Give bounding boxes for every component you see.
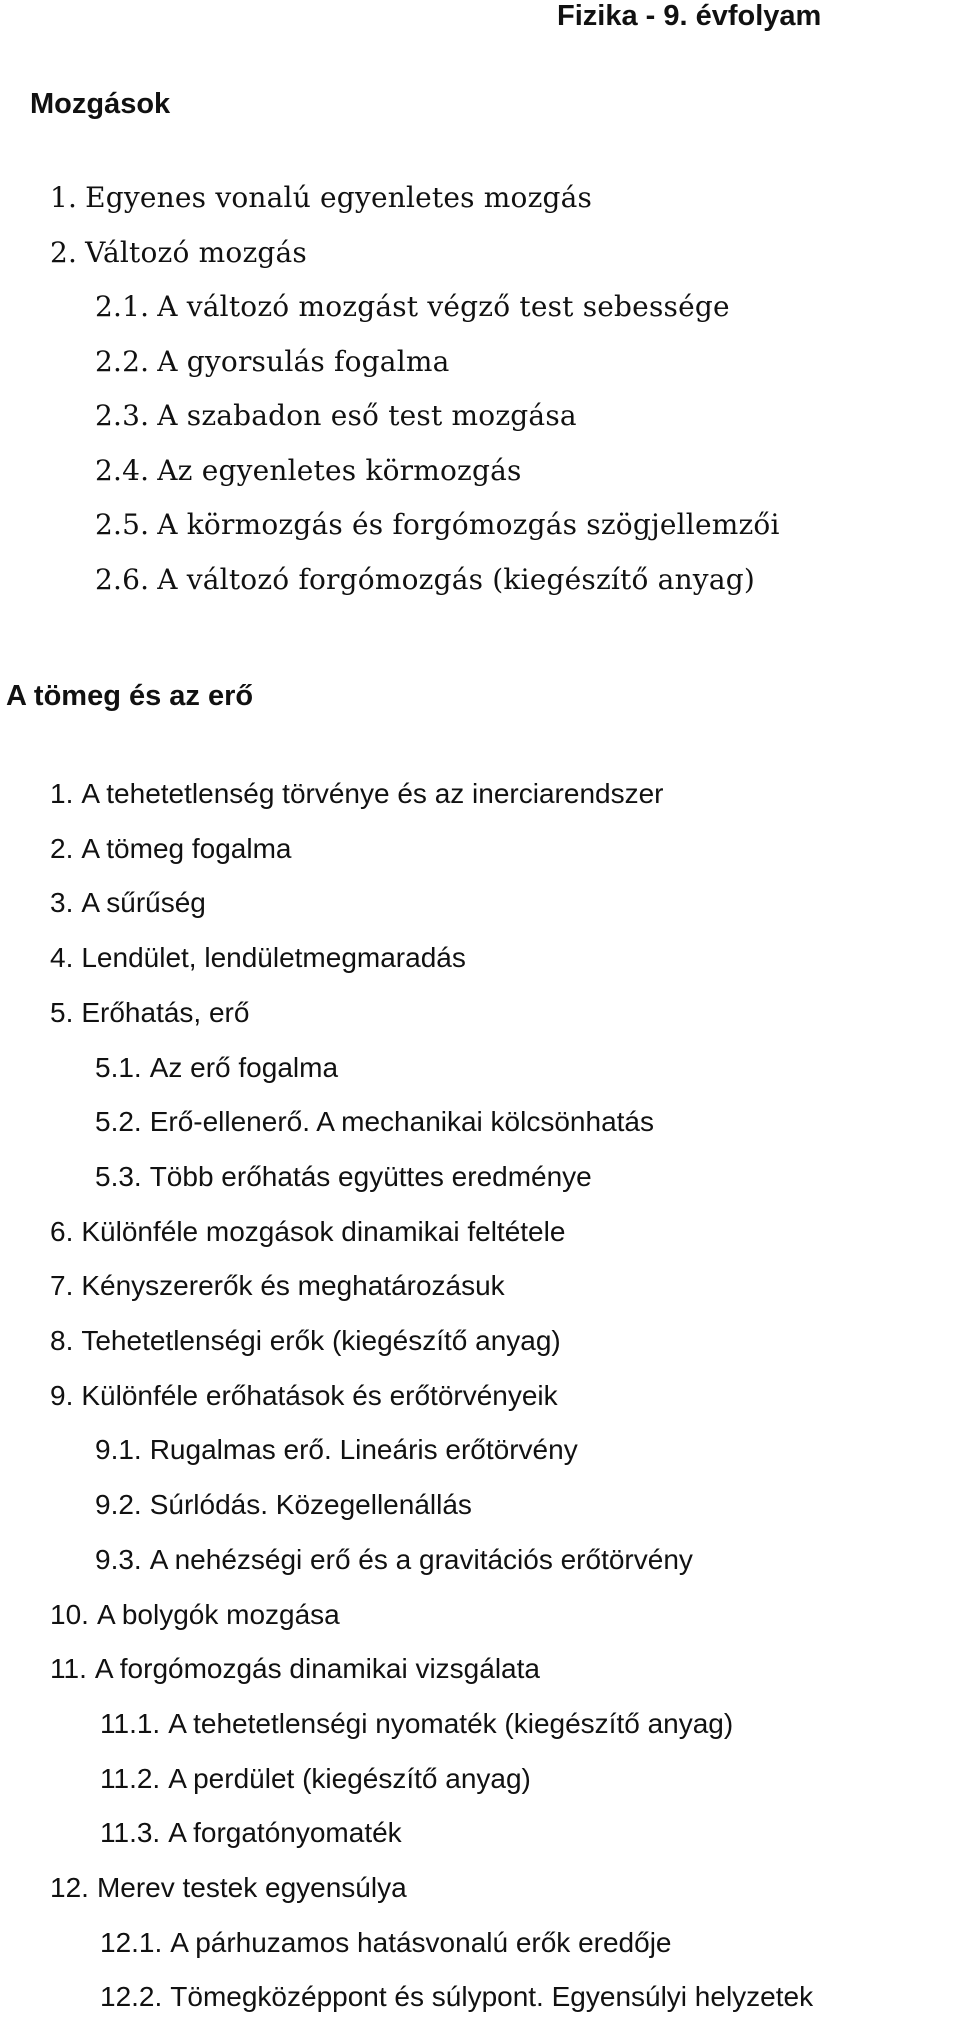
- item-text: Több erőhatás együttes eredménye: [149, 1160, 592, 1192]
- item-text: Erőhatás, erő: [81, 996, 250, 1028]
- item-number: 12.1.: [100, 1926, 163, 1958]
- item-number: 5.2.: [95, 1106, 142, 1138]
- toc-list-tomeg-es-ero: [50, 767, 813, 2025]
- item-number: 8.: [50, 1325, 74, 1357]
- item-text: Súrlódás. Közegellenállás: [149, 1489, 472, 1521]
- item-text: A forgómozgás dinamikai vizsgálata: [94, 1653, 540, 1685]
- item-number: 5.1.: [95, 1051, 142, 1083]
- item-number: 2.3.: [95, 399, 150, 432]
- item-number: 11.3.: [100, 1817, 161, 1849]
- item-number: 11.2.: [100, 1762, 161, 1794]
- item-number: 2.4.: [95, 453, 150, 487]
- list-item: [50, 876, 813, 931]
- item-number: 11.: [50, 1653, 87, 1685]
- item-number: 9.2.: [95, 1489, 142, 1521]
- list-item: [50, 1916, 813, 1971]
- item-number: 4.: [50, 942, 74, 974]
- toc-list-mozgasok: [50, 171, 780, 607]
- item-number: 1.: [50, 778, 74, 809]
- item-text: Az erő fogalma: [149, 1051, 339, 1083]
- list-item: [50, 1314, 813, 1369]
- item-text: Lendület, lendületmegmaradás: [81, 942, 466, 974]
- item-number: 1.: [50, 181, 78, 214]
- item-number: 9.1.: [95, 1434, 142, 1466]
- item-number: 2.1.: [95, 290, 150, 323]
- list-item: [50, 1369, 813, 1424]
- item-text: A sűrűség: [81, 887, 206, 919]
- list-item: [50, 171, 780, 226]
- item-number: 5.3.: [95, 1160, 142, 1192]
- document-title: Fizika - 9. évfolyam: [557, 0, 822, 32]
- item-text: A szabadon eső test mozgása: [157, 399, 577, 432]
- list-item: [50, 1478, 813, 1533]
- list-item: [50, 931, 813, 986]
- list-item: [50, 389, 780, 444]
- section-heading-mozgasok: Mozgások: [30, 88, 171, 120]
- item-number: 2.5.: [95, 508, 150, 541]
- item-text: Rugalmas erő. Lineáris erőtörvény: [149, 1434, 578, 1466]
- list-item: [50, 553, 780, 608]
- item-text: Változó mozgás: [85, 235, 307, 269]
- item-text: A gyorsulás fogalma: [157, 344, 450, 378]
- item-text: A tömeg fogalma: [81, 832, 292, 864]
- list-item: [50, 1259, 813, 1314]
- list-item: [50, 1861, 813, 1916]
- list-item: [50, 1533, 813, 1588]
- item-text: A körmozgás és forgómozgás szögjellemzői: [157, 508, 780, 541]
- item-number: 9.3.: [95, 1543, 142, 1575]
- list-item: [50, 444, 780, 499]
- item-number: 7.: [50, 1270, 74, 1302]
- list-item: [50, 822, 813, 877]
- item-number: 3.: [50, 887, 74, 919]
- item-number: 2.: [50, 832, 74, 864]
- list-item: [50, 1423, 813, 1478]
- list-item: [50, 498, 780, 553]
- list-item: [50, 1588, 813, 1643]
- item-text: Erő-ellenerő. A mechanikai kölcsönhatás: [149, 1106, 654, 1138]
- item-number: 2.2.: [95, 344, 150, 378]
- item-text: Különféle mozgások dinamikai feltétele: [81, 1215, 566, 1247]
- list-item: [50, 226, 780, 281]
- list-item: [50, 1041, 813, 1096]
- item-text: A tehetetlenség törvénye és az inerciarendszer: [81, 778, 664, 809]
- list-item: [50, 1752, 813, 1807]
- item-text: A változó forgómozgás (kiegészítő anyag): [157, 562, 755, 596]
- item-text: Az egyenletes körmozgás: [157, 453, 522, 487]
- list-item: [50, 335, 780, 390]
- item-text: A bolygók mozgása: [96, 1598, 340, 1630]
- item-number: 5.: [50, 996, 74, 1028]
- item-text: Egyenes vonalú egyenletes mozgás: [85, 181, 593, 214]
- item-number: 11.1.: [100, 1707, 161, 1739]
- item-number: 6.: [50, 1215, 74, 1247]
- item-number: 2.6.: [95, 562, 150, 596]
- list-item: [50, 1697, 813, 1752]
- section-heading-tomeg-es-ero: A tömeg és az erő: [6, 680, 254, 712]
- item-number: 10.: [50, 1598, 89, 1630]
- list-item: [50, 1095, 813, 1150]
- item-text: A perdület (kiegészítő anyag): [168, 1762, 531, 1794]
- item-text: Tehetetlenségi erők (kiegészítő anyag): [81, 1325, 561, 1357]
- item-number: 12.: [50, 1872, 89, 1904]
- item-text: Kényszererők és meghatározásuk: [81, 1270, 505, 1302]
- item-text: A nehézségi erő és a gravitációs erőtörvény: [149, 1543, 693, 1575]
- list-item: [50, 1205, 813, 1260]
- item-text: A tehetetlenségi nyomaték (kiegészítő anyag): [168, 1707, 734, 1739]
- item-number: 2.: [50, 235, 78, 269]
- item-text: A forgatónyomaték: [168, 1817, 402, 1849]
- item-number: 9.: [50, 1379, 74, 1411]
- item-text: Különféle erőhatások és erőtörvényeik: [81, 1379, 558, 1411]
- list-item: [50, 280, 780, 335]
- list-item: [50, 1642, 813, 1697]
- list-item: [50, 767, 813, 822]
- item-number: 12.2.: [100, 1981, 163, 2013]
- item-text: A változó mozgást végző test sebessége: [157, 290, 730, 323]
- list-item: [50, 1970, 813, 2025]
- item-text: A párhuzamos hatásvonalú erők eredője: [170, 1926, 672, 1958]
- item-text: Tömegközéppont és súlypont. Egyensúlyi helyzetek: [170, 1981, 814, 2013]
- list-item: [50, 986, 813, 1041]
- item-text: Merev testek egyensúlya: [96, 1872, 407, 1904]
- list-item: [50, 1150, 813, 1205]
- list-item: [50, 1806, 813, 1861]
